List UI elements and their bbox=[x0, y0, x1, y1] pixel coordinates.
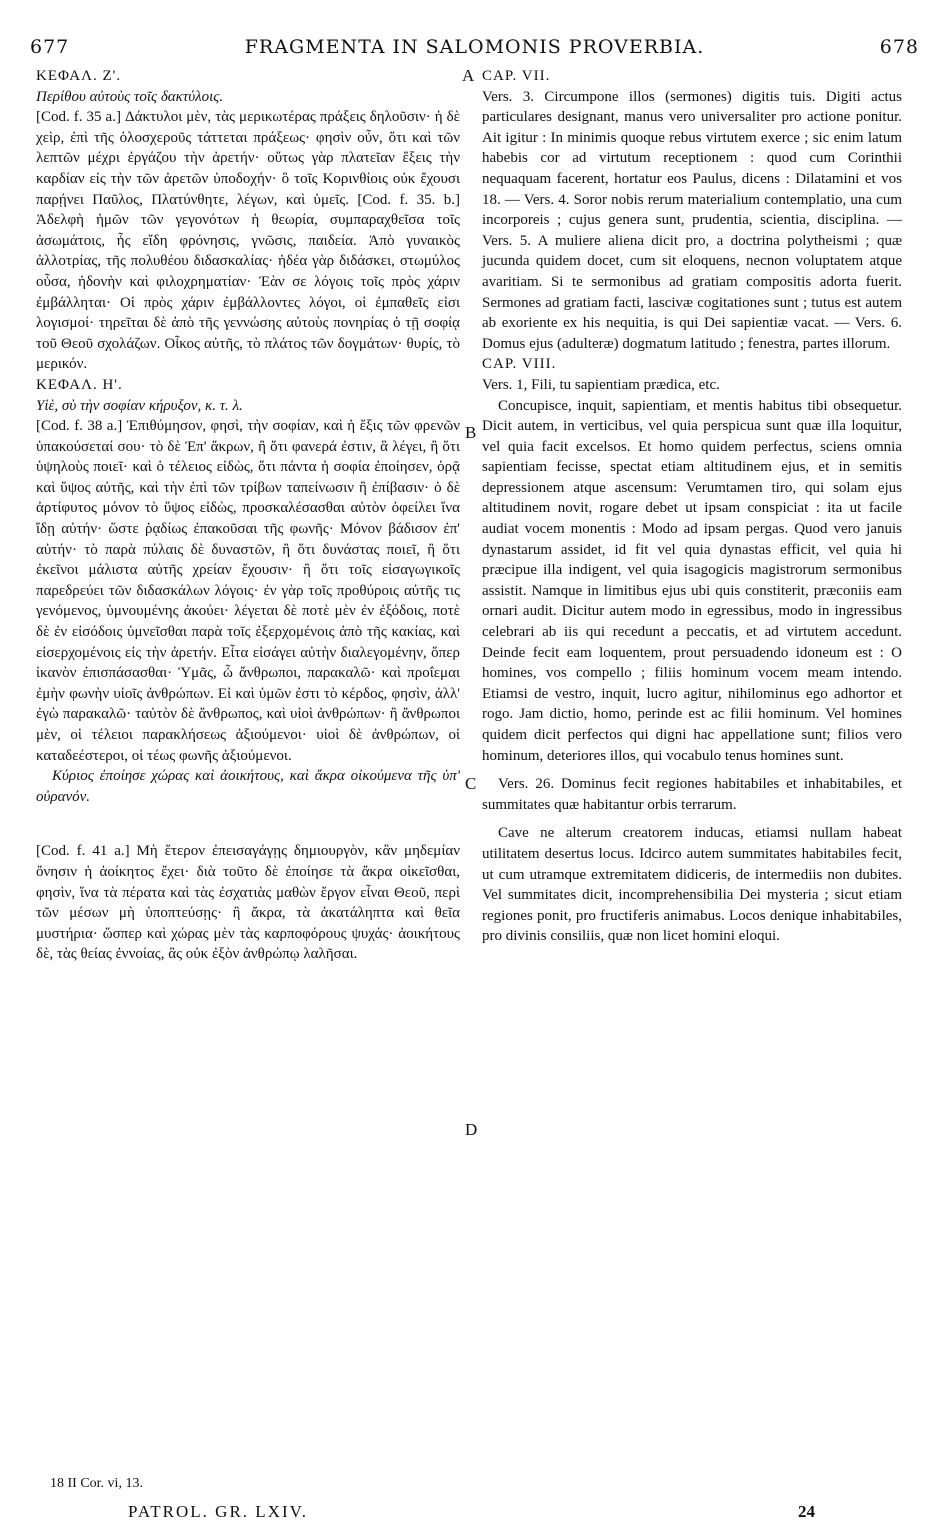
latin-chapter-8-text: Concupisce, inquit, sapientiam, et mentis habitus tibi obsequetur. Dicit autem, in verticibus, vel quia perspicua sunt quæ illa loquitur, vel quia facit excelsos. Et homo quidem perfectus, sciens omnia sapientiam fecisse, spectat etiam altitudinem ejus, et in semitis depressionem atque ascensum: Verumtamen tiro, qui solam ejus altitudinem novit, rogare debet ut ipsam conspiciat : ita ut facile audiat vocem monentis : Modo ad ipsam pergas. Quod vero januis dynastarum assidet, id fit vel quia dynastas efficit, vel quia hi præcipue illa indigent, vel quia isagogicis magistrorum sermonibus assistit. Namque in limitibus ejus ubi quis constiterit, præconiis eam ornari audit. Dicitur autem modo in egressibus, modo in ingressibus celebrari ab iis qui recedunt a peccatis, et ad virtutem accedunt. Deinde fecit eam loquentem, prout persuadendo idoneum est : O homines, vos compello ; filiis hominum vocem meam intendo. Etiamsi de vestro, inquit, lucro agitur, nihilominus ego adhortor et rogo. Jam dictio, homo, perinde est ac filii hominum. Vel homines quidem dicit perfectos qui digni hac appellatione sunt; filios vero hominum, deteriores illos, qui vocabulo tenus homines sunt. bbox=[482, 397, 902, 764]
footnote: 18 II Cor. vi, 13. bbox=[50, 1476, 143, 1491]
running-header bbox=[30, 36, 919, 66]
series-footer: PATROL. GR. LXIV. bbox=[128, 1502, 308, 1521]
latin-column bbox=[482, 66, 902, 947]
latin-chapter-8-heading: CAP. VIII. bbox=[482, 356, 557, 373]
page-number-right: 678 bbox=[879, 36, 919, 58]
latin-verse-26: Vers. 26. Dominus fecit regiones habitabiles et inhabitabiles, et summitates quæ habitantur orbis terrarum. bbox=[482, 776, 902, 813]
margin-marker-c: C bbox=[465, 774, 477, 793]
greek-column bbox=[36, 66, 460, 965]
running-title: FRAGMENTA IN SALOMONIS PROVERBIA. bbox=[244, 36, 705, 58]
greek-verse-26-title: Κύριος ἐποίησε χώρας καὶ ἀοικήτους, καὶ ἄκρα οἰκούμενα τῆς ὑπ' οὐρανόν. bbox=[36, 768, 460, 805]
page-number-left: 677 bbox=[30, 36, 70, 58]
greek-chapter-7-heading: ΚΕΦΑΛ. Ζ'. bbox=[36, 68, 122, 84]
signature-number: 24 bbox=[798, 1502, 815, 1521]
margin-marker-b: B bbox=[465, 423, 477, 442]
latin-chapter-7-heading: CAP. VII. bbox=[482, 68, 551, 84]
margin-marker-d: D bbox=[465, 1120, 478, 1139]
greek-chapter-8-heading: ΚΕΦΑΛ. Η'. bbox=[36, 376, 123, 393]
greek-chapter-7-title: Περίθου αὐτοὺς τοῖς δακτύλοις. bbox=[36, 88, 224, 105]
greek-chapter-8-text: [Cod. f. 38 a.] Ἐπιθύμησον, φησὶ, τὴν σοφίαν, καὶ ἡ ἕξις τῶν φρενῶν ὑπακούσεταί σου· τὸ δὲ Ἐπ' ἄκρων, ἢ ὅτι φανερά ἐστιν, ἃ λέγει, ἢ ὅτι ὑψηλοὺς ποιεῖ· καὶ ὁ τέλειος εἰδὼς, ὅτι πάντα ἡ σοφία ἐποίησεν, ὁρᾷ καὶ ὕψος αὐτῆς, καὶ τὴν ἐπὶ τῶν τρίβων ταπείνωσιν ἢ ἐπίβασιν· ὁ δὲ ἀρτίφυτος μόνον τὸ ὕψος εἰδὼς, προσκαλέσασθαι αὐτὸν ὀφείλει ἵνα ἴδῃ αὐτήν· ὥστε ῥᾳδίως ἐπακοῦσαι τῆς φωνῆς· Μόνον βάδισον ἐπ' αὐτήν· τὸ παρὰ πύλαις δὲ δυναστῶν, ἢ ὅτι δυνάστας ποιεῖ, ἢ ὅτι ἐκεῖνοι μάλιστα αὐτῆς χρείαν ἔχουσιν· ἢ ὅτι τοῖς εἰσαγωγικοῖς παρεδρεύει τῶν διδασκάλων λόγοις· ἐν γὰρ τοῖς προθύροις αὐτῆς τις γενόμενος, ὑμνουμένης ἀκούει· λέγεται δὲ ποτὲ μὲν ἐν ἐξόδοις, ποτὲ δὲ ἐν εἰσόδοις ὑμνεῖσθαι παρὰ τοῖς ἐξερχομένοις ἀπὸ τῆς κακίας, καὶ εἰσερχομένοις εἰς τὴν ἀρετήν. Εἶτα εἰσάγει αὐτὴν διαλεγομένην, ὅπερ ἱκανὸν ἐπισπάσασθαι· Ὑμᾶς, ὦ ἄνθρωποι, παρακαλῶ· καὶ προΐεμαι ἐμὴν φωνὴν υἱοῖς ἀνθρώπων. Εἰ καὶ ὑμῶν ἐστι τὸ κέρδος, φησὶν, ἀλλ' ἐγὼ παρακαλῶ· ταὐτὸν δὲ ἄνθρωπος, καὶ υἱοὶ ἀνθρώπων· ἢ ἄνθρωποι μὲν, οἱ τέλειοι παρακλήσεως ἀξιούμενοι· υἱοὶ δὲ ἀνθρώπων, οἱ καταδεέστεροι, οἱ τέως φωνῆς ἀξιούμενοι. bbox=[36, 418, 460, 764]
greek-chapter-7-text: [Cod. f. 35 a.] Δάκτυλοι μὲν, τὰς μερικωτέρας πράξεις δηλοῦσιν· ἡ δὲ χεὶρ, ἐπὶ τῆς ὁλοσχεροῦς τάττεται πράξεως· φησὶν οὖν, ὅτι καὶ τῶν λεπτῶν μέχρι ἐργάζου τὴν ἀρετήν· οὕτως γὰρ πλατεῖαν ἕξεις τὴν καρδίαν εἰς τὴν τῶν ἀρετῶν ὑποδοχήν· ὃ τοῖς Κορινθίοις οὐκ ἔχουσι παρῄνει Παῦλος, Πλατύνθητε, λέγων, καὶ ὑμεῖς. [Cod. f. 35. b.] Ἀδελφὴ ἡμῶν τῶν γεγονότων ἡ θεωρία, συμπαραχθεῖσα τοῖς ἀσωμάτοις, ἧς εἴδη φρόνησις, γνῶσις, παιδεία. Ἀπὸ γυναικὸς ἀλλοτρίας, τῆς πολυθέου διδασκαλίας· ἡδέα γὰρ διδάσκει, στωμύλος οὖσα, ἡδονὴν καὶ φιλοχρηματίαν· Ἐὰν σε λόγοις τοῖς πρὸς χάριν ἐμβάλληται· Οἱ πρὸς χάριν ἐμβάλλοντες λόγοι, οἱ ἐμπαθεῖς εἰσι λογισμοί· τηρεῖται δὲ ἀπὸ τῆς γεννώσης αὐτοὺς πονηρίας ὁ τῇ σοφίᾳ τοῦ Θεοῦ σχολάζων. Οἶκος αὐτῆς, τὸ πλάτος τῶν δογμάτων· θυρίς, τὸ μερικόν. bbox=[36, 109, 460, 373]
latin-chapter-7-text: Vers. 3. Circumpone illos (sermones) digitis tuis. Digiti actus particulares designant, manus vero universaliter pro actione ponitur. Ait igitur : In minimis quoque rebus virtutem exerce ; sic enim latum habebis cor ad virtutum receptionem : quod cum Corinthii nequaquam facerent, hortatur eos Paulus, dicens : Dilatamini et vos 18. — Vers. 4. Soror nobis rerum materialium contemplatio, una cum incorporeis ; cujus genera sunt, prudentia, scientia, disciplina. — Vers. 5. A muliere aliena dicit pro, a doctrina polytheismi ; quæ jucunda quidem docet, cum sit eloquens, necnon voluptatem atque avaritiam. Si te sermonibus ad gratiam compositis adorta fuerit. Sermones ad gratiam facti, lascivæ cogitationes sunt ; tutus est autem ab exoriente ex his nequitia, is qui Dei sapientiæ vacat. — Vers. 6. Domus ejus (adulteræ) dogmatum latitudo ; fenestra, partes illorum. bbox=[482, 88, 902, 352]
latin-verse-26-text: Cave ne alterum creatorem inducas, etiamsi nullam habeat utilitatem desertus locus. Idcirco autem summitates habitabiles fecit, ut cum utramque extremitatem didiceris, de intermediis non dubites. Vel summitates dicit, incomprehensibilia Dei mysteria ; sicut etiam regiones ponit, pro fructiferis animabus. Locos denique inhabitabiles, pro divinis consiliis, quæ non licet homini eloqui. bbox=[482, 825, 902, 945]
greek-chapter-8-title: Υἱὲ, σὺ τὴν σοφίαν κήρυξον, κ. τ. λ. bbox=[36, 397, 243, 414]
margin-marker-a: A bbox=[462, 66, 475, 85]
latin-verse-1: Vers. 1, Fili, tu sapientiam prædica, etc. bbox=[482, 376, 720, 393]
greek-verse-26-text: [Cod. f. 41 a.] Μὴ ἕτερον ἐπεισαγάγῃς δημιουργὸν, κἂν μηδεμίαν ὄνησιν ἡ ἀοίκητος ἔχει· διὰ τοῦτο δὲ ἐποίησε τὰ ἄκρα οἰκεῖσθαι, φησὶν, ἵνα τὰ πέρατα καὶ τὰς ἐσχατιὰς μαθὼν ἔργον εἶναι Θεοῦ, περὶ τῶν μέσων μὴ ὑποπτεύσῃς· ἢ ἄκρα, τὰ ἀκατάληπτα καὶ θεῖα μυστήρια· ὥσπερ καὶ χώρας μὲν τὰς καρποφόρους ψυχάς· ἀοικήτους δὲ, τὰς θείας ἐννοίας, ἃς οὐκ ἐξὸν ἀνθρώπῳ λαλῆσαι. bbox=[36, 843, 460, 963]
